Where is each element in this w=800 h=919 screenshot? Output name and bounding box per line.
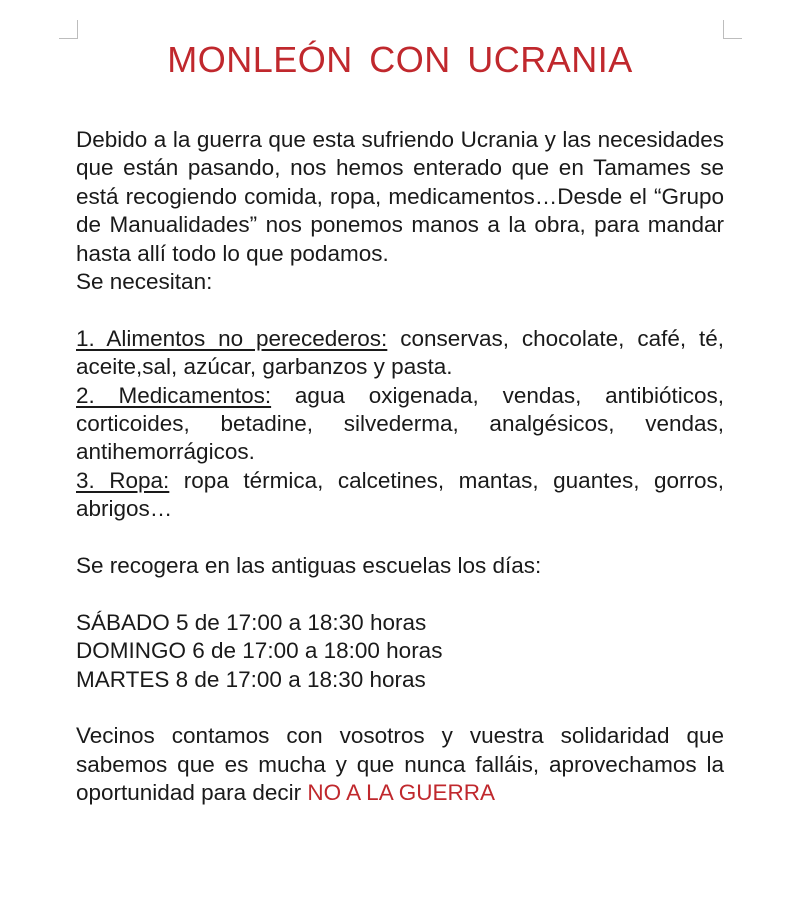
- needs-intro: Se necesitan:: [76, 269, 213, 295]
- schedule-line-sunday: DOMINGO 6 de 17:00 a 18:00 horas: [76, 638, 443, 664]
- list-item-label: 1. Alimentos no perecederos:: [76, 325, 388, 351]
- page-corner-mark-top-right: [723, 20, 742, 39]
- closing-paragraph: [76, 722, 724, 807]
- list-item-label: 2. Medicamentos:: [76, 382, 272, 408]
- collection-intro: Se recogera en las antiguas escuelas los días:: [76, 553, 542, 579]
- page-title: MONLEÓN CON UCRANIA: [167, 39, 633, 80]
- list-item-text: agua oxigenada, vendas, antibióticos, corticoides, betadine, silvederma, analgésicos, vendas, antihemorrágicos.: [76, 382, 724, 465]
- list-item-text: conservas, chocolate, café, té, aceite,sal, azúcar, garbanzos y pasta.: [76, 325, 724, 380]
- schedule-line-saturday: SÁBADO 5 de 17:00 a 18:30 horas: [76, 609, 427, 635]
- intro-paragraph: Debido a la guerra que esta sufriendo Ucrania y las necesidades que están pasando, nos hemos enterado que en Tamames se está recogiendo comida, ropa, medicamentos…Desde el “Grupo de Manualidades” nos ponemos manos a la obra, para mandar hasta allí todo lo que podamos.: [76, 127, 724, 266]
- closing-emphasis: NO A LA GUERRA: [307, 780, 495, 806]
- schedule-line-tuesday: MARTES 8 de 17:00 a 18:30 horas: [76, 666, 426, 692]
- list-item-text: ropa térmica, calcetines, mantas, guantes, gorros, abrigos…: [76, 467, 724, 522]
- list-item-medicines: [76, 382, 724, 467]
- spacer: [76, 694, 724, 722]
- closing-text: Vecinos contamos con vosotros y vuestra solidaridad que sabemos que es mucha y que nunca falláis, aprovechamos la oportunidad para decir: [76, 723, 724, 806]
- list-item-food: [76, 325, 724, 382]
- page-corner-mark-top-left: [59, 20, 78, 39]
- list-item-clothes: [76, 467, 724, 524]
- spacer: [76, 580, 724, 608]
- spacer: [76, 524, 724, 552]
- spacer: [76, 296, 724, 324]
- document-body: [76, 126, 724, 808]
- list-item-label: 3. Ropa:: [76, 467, 170, 493]
